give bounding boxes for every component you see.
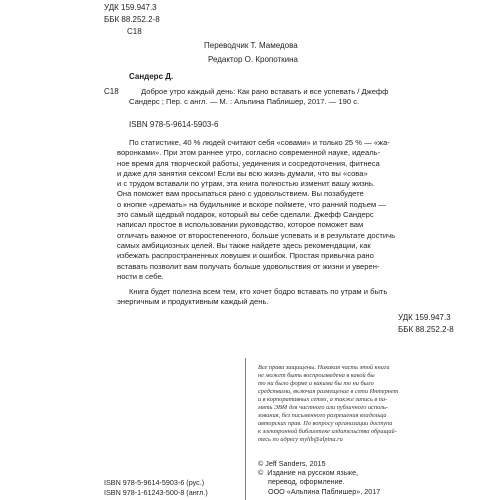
rights-line: то ни было форме и какими бы то ни было — [258, 380, 374, 387]
editor-credit: Редактор О. Кропоткина — [208, 55, 298, 64]
annotation-line: воронками». При этом раннее утро, согласно современной науке, идеаль- — [117, 148, 381, 158]
copyright-line: ООО «Альпина Паблишер», 2017 — [258, 486, 381, 496]
bibliographic-description — [129, 87, 477, 108]
annotation-line: Она поможет вам просыпаться рано с удовольствием. Вы позабудете — [117, 189, 364, 199]
closing-line: Книга будет полезна всем тем, кто хочет бодро вставать по утрам и быть — [129, 287, 388, 296]
description-line: Доброе утро каждый день: Как рано вставать и все успевать / Джефф — [141, 87, 389, 96]
annotation-line: отличать важное от второстепенного, больше успевать и в результате достичь — [117, 230, 396, 240]
annotation-line: и с трудом вставали по утрам, эта книга полностью изменит вашу жизнь. — [117, 179, 375, 189]
annotation-closing — [117, 287, 483, 308]
annotation-line: вставать позволит вам получать больше удовольствия от жизни и уверен- — [117, 261, 380, 271]
annotation-line: это самый щедрый подарок, который вы себе сделали. Джефф Сандерс — [117, 210, 374, 220]
rights-line: и в корпоративных сетях, а также запись в па- — [258, 396, 388, 403]
rights-line: зования, без письменного разрешения владельца — [258, 412, 387, 419]
translator-credit: Переводчик Т. Мамедова — [204, 41, 298, 50]
vertical-divider — [245, 358, 246, 500]
annotation-line: ности в себе. — [117, 271, 164, 281]
annotation-line: По статистике, 40 % людей считают себя «совами» и только 25 % — «жа- — [129, 138, 390, 147]
code-top: С18 — [127, 27, 142, 36]
rights-line: мять ЭВМ для частного или публичного исполь- — [258, 404, 388, 411]
annotation-line: избежать распространенных ловушек и ошибок. Простая привычка рано — [117, 251, 374, 261]
bibliographic-code: С18 — [104, 87, 119, 96]
annotation-line: ное время для творческой работы, уединения и сосредоточения, фитнеса — [117, 158, 380, 168]
rights-line: не может быть воспроизведена в какой бы — [258, 372, 375, 379]
annotation-line: написал простое в использовании руководство, которое поможет вам — [117, 220, 364, 230]
annotation-line: самых амбициозных целей. Вы также найдете здесь рекомендации, как — [117, 240, 371, 250]
description-line: Сандерс ; Пер. с англ. — М. : Альпина Паблишер, 2017. — 190 с. — [129, 97, 360, 107]
isbn-russian: ISBN 978-5-9614-5903-6 (рус.) — [104, 478, 205, 487]
rights-line: к электронной библиотеке издательства обращай- — [258, 428, 397, 435]
copyright-line: перевод, оформление. — [258, 477, 345, 487]
rights-notice — [258, 364, 483, 444]
annotation-line: о кнопке «дремать» на будильнике и вскоре поймете, что ранний подъем — — [117, 199, 386, 209]
copyright-line: © Jeff Sanders, 2015 — [258, 459, 326, 468]
author-name: Сандерс Д. — [129, 72, 174, 81]
rights-line: Все права защищены. Никакая часть этой книги — [258, 364, 390, 371]
closing-line: энергичным и продуктивным каждый день. — [117, 297, 269, 307]
rights-line: тесь по адресу mylib@alpina.ru — [258, 436, 343, 443]
isbn-english: ISBN 978-1-61243-500-8 (англ.) — [104, 488, 208, 497]
copyright-block — [258, 459, 380, 496]
rights-line: средствами, включая размещение в сети Интернет — [258, 388, 399, 395]
isbn-main: ISBN 978-5-9614-5903-6 — [129, 120, 219, 129]
bbk-bottom: ББК 88.252.2-8 — [398, 325, 454, 334]
udk-top: УДК 159.947.3 — [104, 3, 157, 12]
annotation-paragraph — [117, 138, 483, 282]
annotation-line: и даже для занятия сексом! Если вы всю жизнь думали, что вы «сова» — [117, 168, 368, 178]
copyright-line: © Издание на русском языке, — [258, 468, 359, 478]
udk-bottom: УДК 159.947.3 — [398, 313, 451, 322]
bbk-top: ББК 88.252.2-8 — [104, 15, 160, 24]
rights-line: авторских прав. По вопросу организации доступа — [258, 420, 393, 427]
